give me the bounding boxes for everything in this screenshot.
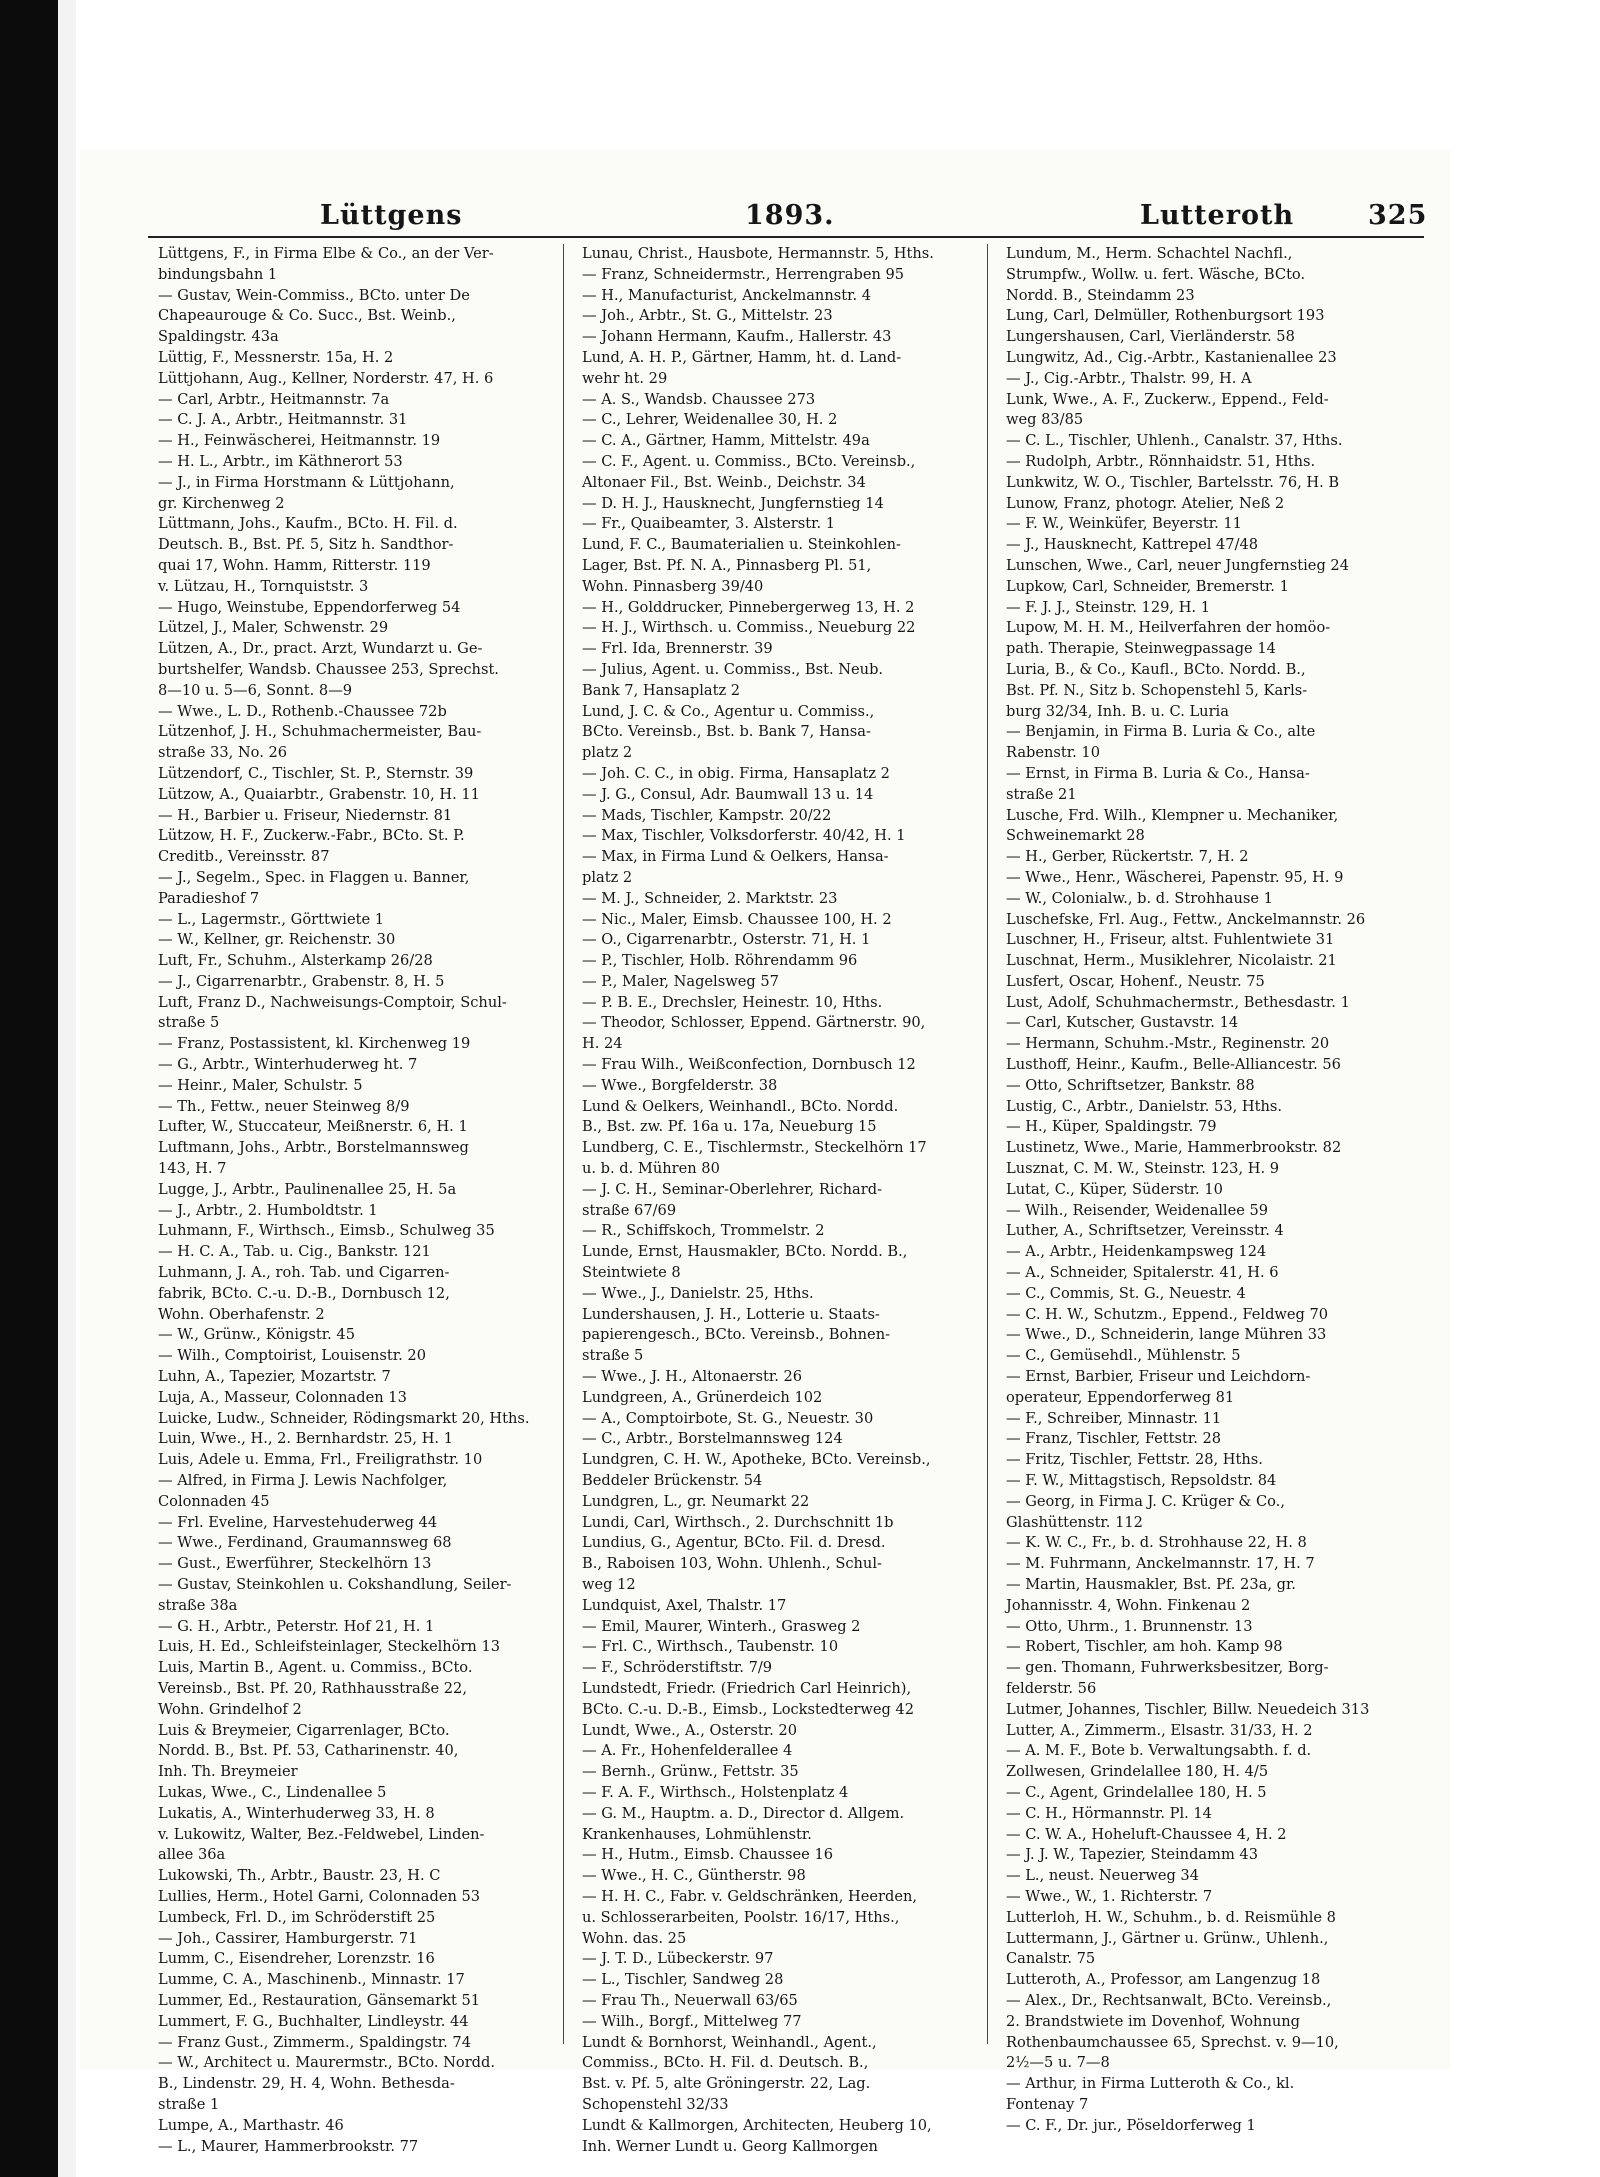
directory-page xyxy=(80,150,1450,2155)
directory-line: straße 1 xyxy=(158,2095,220,2113)
directory-line: — Theodor, Schlosser, Eppend. Gärtnerstr. 90, xyxy=(582,1014,926,1032)
directory-line: Lundt, Wwe., A., Osterstr. 20 xyxy=(582,1721,797,1739)
directory-line: — P., Tischler, Holb. Röhrendamm 96 xyxy=(582,952,858,970)
directory-line: Lumbeck, Frl. D., im Schröderstift 25 xyxy=(158,1908,436,1926)
directory-line: Lützow, A., Quaiarbtr., Grabenstr. 10, H. 11 xyxy=(158,785,480,803)
directory-line: Wohn. das. 25 xyxy=(582,1929,687,1947)
directory-line: — Fritz, Tischler, Fettstr. 28, Hths. xyxy=(1006,1451,1263,1469)
directory-line: Lugge, J., Arbtr., Paulinenallee 25, H. 5a xyxy=(158,1180,457,1198)
directory-column-2 xyxy=(572,244,974,2155)
directory-line: — A., Arbtr., Heidenkampsweg 124 xyxy=(1006,1243,1267,1261)
directory-line: B., Lindenstr. 29, H. 4, Wohn. Bethesda- xyxy=(158,2075,455,2093)
directory-line: — O., Cigarrenarbtr., Osterstr. 71, H. 1 xyxy=(582,931,871,949)
directory-line: — Hugo, Weinstube, Eppendorferweg 54 xyxy=(158,598,461,616)
directory-line: Lunde, Ernst, Hausmakler, BCto. Nordd. B., xyxy=(582,1243,908,1261)
directory-line: Lunschen, Wwe., Carl, neuer Jungfernstieg 24 xyxy=(1006,556,1349,574)
directory-line: — J., Hausknecht, Kattrepel 47/48 xyxy=(1006,536,1259,554)
directory-line: — Wwe., J. H., Altonaerstr. 26 xyxy=(582,1368,803,1386)
directory-line: — H., Manufacturist, Anckelmannstr. 4 xyxy=(582,286,872,304)
directory-line: — C. H., Hörmannstr. Pl. 14 xyxy=(1006,1804,1212,1822)
directory-line: Luschnat, Herm., Musiklehrer, Nicolaistr. 21 xyxy=(1006,952,1337,970)
directory-line: B., Raboisen 103, Wohn. Uhlenh., Schul- xyxy=(582,1555,882,1573)
directory-line: — H. C. A., Tab. u. Cig., Bankstr. 121 xyxy=(158,1243,431,1261)
directory-line: Bst. v. Pf. 5, alte Gröningerstr. 22, Lag. xyxy=(582,2075,871,2093)
directory-line: Schweinemarkt 28 xyxy=(1006,827,1145,845)
directory-line: Lund, J. C. & Co., Agentur u. Commiss., xyxy=(582,702,875,720)
directory-line: — Alex., Dr., Rechtsanwalt, BCto. Vereinsb., xyxy=(1006,1991,1332,2009)
directory-line: Paradieshof 7 xyxy=(158,889,260,907)
directory-line: v. Lützau, H., Tornquiststr. 3 xyxy=(158,577,369,595)
directory-line: Lullies, Herm., Hotel Garni, Colonnaden 53 xyxy=(158,1887,481,1905)
directory-line: 2. Brandstwiete im Dovenhof, Wohnung xyxy=(1006,2012,1300,2030)
directory-line: — C., Gemüsehdl., Mühlenstr. 5 xyxy=(1006,1347,1241,1365)
directory-line: — Ernst, in Firma B. Luria & Co., Hansa- xyxy=(1006,764,1310,782)
directory-line: u. b. d. Mühren 80 xyxy=(582,1160,720,1178)
directory-line: Chapeaurouge & Co. Succ., Bst. Weinb., xyxy=(158,307,456,325)
directory-line: Luria, B., & Co., Kaufl., BCto. Nordd. B., xyxy=(1006,660,1306,678)
directory-line: — Wwe., H. C., Güntherstr. 98 xyxy=(582,1867,806,1885)
directory-line: Lungwitz, Ad., Cig.-Arbtr., Kastanienallee 23 xyxy=(1006,348,1337,366)
directory-line: Lundberg, C. E., Tischlermstr., Steckelhörn 17 xyxy=(582,1139,927,1157)
directory-line: — J. G., Consul, Adr. Baumwall 13 u. 14 xyxy=(582,785,874,803)
directory-line: — Johann Hermann, Kaufm., Hallerstr. 43 xyxy=(582,328,892,346)
directory-line: Lutterloh, H. W., Schuhm., b. d. Reismühle 8 xyxy=(1006,1908,1336,1926)
directory-line: straße 38a xyxy=(158,1596,238,1614)
directory-line: burtshelfer, Wandsb. Chaussee 253, Sprechst. xyxy=(158,660,499,678)
directory-line: Inh. Th. Breymeier xyxy=(158,1763,298,1781)
directory-line: — Emil, Maurer, Winterh., Grasweg 2 xyxy=(582,1617,861,1635)
directory-line: — Bernh., Grünw., Fettstr. 35 xyxy=(582,1763,799,1781)
directory-line: — Julius, Agent. u. Commiss., Bst. Neub. xyxy=(582,660,884,678)
directory-line: Rabenstr. 10 xyxy=(1006,744,1100,762)
directory-line: — J., Cigarrenarbtr., Grabenstr. 8, H. 5 xyxy=(158,972,445,990)
directory-line: Lumm, C., Eisendreher, Lorenzstr. 16 xyxy=(158,1950,435,1968)
directory-line: — C. W. A., Hoheluft-Chaussee 4, H. 2 xyxy=(1006,1825,1287,1843)
directory-line: — G. M., Hauptm. a. D., Director d. Allgem. xyxy=(582,1804,905,1822)
directory-line: 143, H. 7 xyxy=(158,1160,227,1178)
directory-line: — Wwe., J., Danielstr. 25, Hths. xyxy=(582,1284,814,1302)
directory-line: — Frl. Eveline, Harvestehuderweg 44 xyxy=(158,1513,438,1531)
directory-line: straße 21 xyxy=(1006,785,1077,803)
running-head-year: 1893. xyxy=(745,200,835,231)
directory-line: — H. L., Arbtr., im Käthnerort 53 xyxy=(158,452,403,470)
directory-line: — Benjamin, in Firma B. Luria & Co., alte xyxy=(1006,723,1316,741)
directory-line: Lufter, W., Stuccateur, Meißnerstr. 6, H. 1 xyxy=(158,1118,468,1136)
directory-line: — W., Kellner, gr. Reichenstr. 30 xyxy=(158,931,396,949)
directory-line: — W., Grünw., Königstr. 45 xyxy=(158,1326,355,1344)
directory-line: — Wwe., L. D., Rothenb.-Chaussee 72b xyxy=(158,702,447,720)
running-head-left: Lüttgens xyxy=(320,200,463,231)
directory-line: Zollwesen, Grindelallee 180, H. 4/5 xyxy=(1006,1763,1269,1781)
directory-line: Lüttgens, F., in Firma Elbe & Co., an der Ver- xyxy=(158,245,494,262)
directory-line: — Carl, Arbtr., Heitmannstr. 7a xyxy=(158,390,390,408)
directory-line: — W., Colonialw., b. d. Strohhause 1 xyxy=(1006,889,1273,907)
directory-line: Steintwiete 8 xyxy=(582,1264,681,1282)
directory-line: — J. T. D., Lübeckerstr. 97 xyxy=(582,1950,774,1968)
directory-line: fabrik, BCto. C.-u. D.-B., Dornbusch 12, xyxy=(158,1284,450,1302)
directory-line: — D. H. J., Hausknecht, Jungfernstieg 14 xyxy=(582,494,884,512)
directory-line: Lummer, Ed., Restauration, Gänsemarkt 51 xyxy=(158,1991,481,2009)
directory-line: Lundius, G., Agentur, BCto. Fil. d. Dresd. xyxy=(582,1534,886,1552)
directory-line: Inh. Werner Lundt u. Georg Kallmorgen xyxy=(582,2137,878,2155)
directory-line: Glashüttenstr. 112 xyxy=(1006,1513,1143,1531)
running-head-right: Lutteroth xyxy=(1140,200,1295,231)
directory-line: Lung, Carl, Delmüller, Rothenburgsort 193 xyxy=(1006,307,1325,325)
directory-line: Bst. Pf. N., Sitz b. Schopenstehl 5, Karls- xyxy=(1006,681,1308,699)
directory-line: — C., Agent, Grindelallee 180, H. 5 xyxy=(1006,1783,1267,1801)
directory-line: Lunow, Franz, photogr. Atelier, Neß 2 xyxy=(1006,494,1285,512)
directory-line: Lummert, F. G., Buchhalter, Lindleystr. 44 xyxy=(158,2012,469,2030)
directory-line: Vereinsb., Bst. Pf. 20, Rathhausstraße 22, xyxy=(158,1679,467,1697)
directory-line: Lutmer, Johannes, Tischler, Billw. Neuedeich 313 xyxy=(1006,1700,1370,1718)
directory-line: Luja, A., Masseur, Colonnaden 13 xyxy=(158,1388,407,1406)
directory-line: B., Bst. zw. Pf. 16a u. 17a, Neueburg 15 xyxy=(582,1118,877,1136)
directory-line: — K. W. C., Fr., b. d. Strohhause 22, H. 8 xyxy=(1006,1534,1307,1552)
directory-line: Bank 7, Hansaplatz 2 xyxy=(582,681,741,699)
directory-line: BCto. C.-u. D.-B., Eimsb., Lockstedterweg 42 xyxy=(582,1700,915,1718)
directory-line: — L., Maurer, Hammerbrookstr. 77 xyxy=(158,2137,419,2155)
directory-line: — G., Arbtr., Winterhuderweg ht. 7 xyxy=(158,1056,418,1074)
directory-line: Rothenbaumchaussee 65, Sprechst. v. 9—10, xyxy=(1006,2033,1339,2051)
directory-line: — Wilh., Reisender, Weidenallee 59 xyxy=(1006,1201,1269,1219)
directory-line: Deutsch. B., Bst. Pf. 5, Sitz h. Sandthor- xyxy=(158,536,454,554)
directory-line: — Hermann, Schuhm.-Mstr., Reginenstr. 20 xyxy=(1006,1035,1330,1053)
directory-line: — Otto, Schriftsetzer, Bankstr. 88 xyxy=(1006,1076,1255,1094)
directory-line: — C. F., Agent. u. Commiss., BCto. Vereinsb., xyxy=(582,452,916,470)
directory-line: Lützen, A., Dr., pract. Arzt, Wundarzt u. Ge- xyxy=(158,640,483,658)
directory-line: Lunau, Christ., Hausbote, Hermannstr. 5, Hths. xyxy=(582,245,934,262)
directory-line: Lundum, M., Herm. Schachtel Nachfl., xyxy=(1006,245,1293,262)
directory-line: burg 32/34, Inh. B. u. C. Luria xyxy=(1006,702,1229,720)
directory-line: Lund, F. C., Baumaterialien u. Steinkohlen- xyxy=(582,536,901,554)
directory-line: — Max, Tischler, Volksdorferstr. 40/42, H. 1 xyxy=(582,827,906,845)
directory-line: Lunk, Wwe., A. F., Zuckerw., Eppend., Feld- xyxy=(1006,390,1329,408)
directory-line: — Heinr., Maler, Schulstr. 5 xyxy=(158,1076,363,1094)
directory-line: — J. C. H., Seminar-Oberlehrer, Richard- xyxy=(582,1180,883,1198)
directory-line: — L., Tischler, Sandweg 28 xyxy=(582,1971,784,1989)
directory-line: Strumpfw., Wollw. u. fert. Wäsche, BCto. xyxy=(1006,265,1306,283)
directory-line: — J., Cig.-Arbtr., Thalstr. 99, H. A xyxy=(1006,369,1252,387)
directory-line: Nordd. B., Steindamm 23 xyxy=(1006,286,1195,304)
directory-line: — A., Schneider, Spitalerstr. 41, H. 6 xyxy=(1006,1264,1279,1282)
directory-line: Luhmann, F., Wirthsch., Eimsb., Schulweg 35 xyxy=(158,1222,495,1240)
directory-line: Lundstedt, Friedr. (Friedrich Carl Heinrich), xyxy=(582,1679,912,1697)
binding-gutter xyxy=(58,0,76,2177)
directory-line: — H., Golddrucker, Pinnebergerweg 13, H. 2 xyxy=(582,598,915,616)
directory-line: — Wwe., W., 1. Richterstr. 7 xyxy=(1006,1887,1213,1905)
directory-line: Canalstr. 75 xyxy=(1006,1950,1096,1968)
directory-line: — Gustav, Wein-Commiss., BCto. unter De xyxy=(158,286,470,304)
directory-line: — F. W., Weinküfer, Beyerstr. 11 xyxy=(1006,515,1242,533)
directory-line: Luis & Breymeier, Cigarrenlager, BCto. xyxy=(158,1721,450,1739)
directory-line: — H., Hutm., Eimsb. Chaussee 16 xyxy=(582,1846,834,1864)
directory-line: Luschner, H., Friseur, altst. Fuhlentwiete 31 xyxy=(1006,931,1335,949)
directory-line: Lusfert, Oscar, Hohenf., Neustr. 75 xyxy=(1006,972,1265,990)
directory-line: Lukas, Wwe., C., Lindenallee 5 xyxy=(158,1783,387,1801)
directory-line: Lust, Adolf, Schuhmachermstr., Bethesdastr. 1 xyxy=(1006,993,1350,1011)
directory-line: straße 5 xyxy=(158,1014,220,1032)
directory-line: — C. L., Tischler, Uhlenh., Canalstr. 37, Hths. xyxy=(1006,432,1343,450)
directory-line: Lüttig, F., Messnerstr. 15a, H. 2 xyxy=(158,348,394,366)
directory-line: Luhn, A., Tapezier, Mozartstr. 7 xyxy=(158,1368,391,1386)
directory-line: — Alfred, in Firma J. Lewis Nachfolger, xyxy=(158,1472,448,1490)
directory-line: — P. B. E., Drechsler, Heinestr. 10, Hths. xyxy=(582,993,883,1011)
directory-line: — Wwe., Ferdinand, Graumannsweg 68 xyxy=(158,1534,452,1552)
directory-line: — P., Maler, Nagelsweg 57 xyxy=(582,972,779,990)
directory-line: — A. M. F., Bote b. Verwaltungsabth. f. d. xyxy=(1006,1742,1312,1760)
directory-line: — Frau Wilh., Weißconfection, Dornbusch 12 xyxy=(582,1056,916,1074)
directory-line: — Franz Gust., Zimmerm., Spaldingstr. 74 xyxy=(158,2033,471,2051)
directory-line: — Gust., Ewerführer, Steckelhörn 13 xyxy=(158,1555,432,1573)
directory-line: — F. A. F., Wirthsch., Holstenplatz 4 xyxy=(582,1783,849,1801)
directory-line: platz 2 xyxy=(582,744,633,762)
directory-line: Commiss., BCto. H. Fil. d. Deutsch. B., xyxy=(582,2054,869,2072)
directory-line: — A. Fr., Hohenfelderallee 4 xyxy=(582,1742,793,1760)
directory-line: Wohn. Grindelhof 2 xyxy=(158,1700,302,1718)
directory-line: operateur, Eppendorferweg 81 xyxy=(1006,1388,1235,1406)
directory-line: Lützenhof, J. H., Schuhmachermeister, Bau- xyxy=(158,723,482,741)
directory-line: Luicke, Ludw., Schneider, Rödingsmarkt 20, Hths. xyxy=(158,1409,530,1427)
directory-line: — L., Lagermstr., Görttwiete 1 xyxy=(158,910,385,928)
directory-line: Lundt & Bornhorst, Weinhandl., Agent., xyxy=(582,2033,877,2051)
directory-line: — Wwe., Borgfelderstr. 38 xyxy=(582,1076,778,1094)
directory-line: — Frl. C., Wirthsch., Taubenstr. 10 xyxy=(582,1638,839,1656)
directory-line: — C., Arbtr., Borstelmannsweg 124 xyxy=(582,1430,843,1448)
directory-line: Lager, Bst. Pf. N. A., Pinnasberg Pl. 51, xyxy=(582,556,872,574)
directory-line: straße 33, No. 26 xyxy=(158,744,288,762)
directory-line: Luin, Wwe., H., 2. Bernhardstr. 25, H. 1 xyxy=(158,1430,453,1448)
directory-line: Johannisstr. 4, Wohn. Finkenau 2 xyxy=(1006,1596,1251,1614)
directory-line: — Carl, Kutscher, Gustavstr. 14 xyxy=(1006,1014,1239,1032)
directory-line: Nordd. B., Bst. Pf. 53, Catharinenstr. 40, xyxy=(158,1742,459,1760)
directory-line: — Frau Th., Neuerwall 63/65 xyxy=(582,1991,798,2009)
directory-line: — Joh. C. C., in obig. Firma, Hansaplatz 2 xyxy=(582,764,890,782)
directory-line: — H. H. C., Fabr. v. Geldschränken, Heerden, xyxy=(582,1887,918,1905)
directory-line: straße 5 xyxy=(582,1347,644,1365)
directory-line: — J., Segelm., Spec. in Flaggen u. Banner, xyxy=(158,868,470,886)
directory-line: Colonnaden 45 xyxy=(158,1492,270,1510)
directory-line: — H., Gerber, Rückertstr. 7, H. 2 xyxy=(1006,848,1249,866)
directory-line: — Franz, Schneidermstr., Herrengraben 95 xyxy=(582,265,905,283)
directory-line: papierengesch., BCto. Vereinsb., Bohnen- xyxy=(582,1326,891,1344)
directory-line: weg 83/85 xyxy=(1006,411,1084,429)
directory-line: Creditb., Vereinsstr. 87 xyxy=(158,848,330,866)
directory-line: Luftmann, Johs., Arbtr., Borstelmannsweg xyxy=(158,1139,469,1157)
directory-line: Altonaer Fil., Bst. Weinb., Deichstr. 34 xyxy=(582,473,866,491)
directory-line: 2½—5 u. 7—8 xyxy=(1006,2054,1110,2072)
directory-line: quai 17, Wohn. Hamm, Ritterstr. 119 xyxy=(158,556,431,574)
directory-line: Lustinetz, Wwe., Marie, Hammerbrookstr. 82 xyxy=(1006,1139,1342,1157)
directory-line: — W., Architect u. Maurermstr., BCto. Nordd. xyxy=(158,2054,496,2072)
directory-line: path. Therapie, Steinwegpassage 14 xyxy=(1006,640,1276,658)
directory-line: platz 2 xyxy=(582,868,633,886)
directory-line: Spaldingstr. 43a xyxy=(158,328,279,346)
directory-line: — J., in Firma Horstmann & Lüttjohann, xyxy=(158,473,455,491)
directory-line: — C. H. W., Schutzm., Eppend., Feldweg 70 xyxy=(1006,1305,1329,1323)
directory-line: — F., Schröderstiftstr. 7/9 xyxy=(582,1659,773,1677)
directory-line: — F. J. J., Steinstr. 129, H. 1 xyxy=(1006,598,1210,616)
directory-line: — Frl. Ida, Brennerstr. 39 xyxy=(582,640,773,658)
directory-line: — L., neust. Neuerweg 34 xyxy=(1006,1867,1200,1885)
directory-line: Luttermann, J., Gärtner u. Grünw., Uhlenh., xyxy=(1006,1929,1329,1947)
header-rule xyxy=(148,236,1424,238)
directory-line: Lustig, C., Arbtr., Danielstr. 53, Hths. xyxy=(1006,1097,1283,1115)
page-number: 325 xyxy=(1368,200,1428,231)
directory-line: — J. J. W., Tapezier, Steindamm 43 xyxy=(1006,1846,1259,1864)
directory-line: — H., Feinwäscherei, Heitmannstr. 19 xyxy=(158,432,441,450)
directory-line: — H. J., Wirthsch. u. Commiss., Neueburg 22 xyxy=(582,619,916,637)
directory-line: Lukatis, A., Winterhuderweg 33, H. 8 xyxy=(158,1804,435,1822)
directory-line: bindungsbahn 1 xyxy=(158,265,278,283)
directory-line: — Wilh., Borgf., Mittelweg 77 xyxy=(582,2012,802,2030)
directory-line: — Rudolph, Arbtr., Rönnhaidstr. 51, Hths. xyxy=(1006,452,1316,470)
directory-line: — M. Fuhrmann, Anckelmannstr. 17, H. 7 xyxy=(1006,1555,1315,1573)
directory-line: — R., Schiffskoch, Trommelstr. 2 xyxy=(582,1222,825,1240)
column-divider xyxy=(987,244,988,2044)
directory-line: Lund & Oelkers, Weinhandl., BCto. Nordd. xyxy=(582,1097,899,1115)
directory-line: Lusche, Frd. Wilh., Klempner u. Mechaniker, xyxy=(1006,806,1339,824)
directory-line: Lutat, C., Küper, Süderstr. 10 xyxy=(1006,1180,1223,1198)
directory-line: — C., Lehrer, Weidenallee 30, H. 2 xyxy=(582,411,838,429)
directory-line: Lupow, M. H. M., Heilverfahren der homöo- xyxy=(1006,619,1331,637)
column-divider xyxy=(563,244,564,2044)
directory-line: — Wilh., Comptoirist, Louisenstr. 20 xyxy=(158,1347,426,1365)
directory-line: — Robert, Tischler, am hoh. Kamp 98 xyxy=(1006,1638,1283,1656)
directory-column-3 xyxy=(996,244,1398,2134)
directory-line: Luis, H. Ed., Schleifsteinlager, Steckelhörn 13 xyxy=(158,1638,501,1656)
directory-line: BCto. Vereinsb., Bst. b. Bank 7, Hansa- xyxy=(582,723,871,741)
directory-line: Lund, A. H. P., Gärtner, Hamm, ht. d. Land- xyxy=(582,348,902,366)
directory-line: Lupkow, Carl, Schneider, Bremerstr. 1 xyxy=(1006,577,1289,595)
directory-line: — Th., Fettw., neuer Steinweg 8/9 xyxy=(158,1097,410,1115)
directory-line: — Franz, Postassistent, kl. Kirchenweg 19 xyxy=(158,1035,471,1053)
book-binding-shadow xyxy=(0,0,58,2177)
directory-line: — Otto, Uhrm., 1. Brunnenstr. 13 xyxy=(1006,1617,1253,1635)
directory-line: — Franz, Tischler, Fettstr. 28 xyxy=(1006,1430,1222,1448)
directory-line: — C. J. A., Arbtr., Heitmannstr. 31 xyxy=(158,411,408,429)
directory-line: — G. H., Arbtr., Peterstr. Hof 21, H. 1 xyxy=(158,1617,435,1635)
directory-line: — Georg, in Firma J. C. Krüger & Co., xyxy=(1006,1492,1285,1510)
directory-line: — C. A., Gärtner, Hamm, Mittelstr. 49a xyxy=(582,432,870,450)
directory-line: u. Schlosserarbeiten, Poolstr. 16/17, Hths., xyxy=(582,1908,900,1926)
directory-line: — Ernst, Barbier, Friseur und Leichdorn- xyxy=(1006,1368,1311,1386)
directory-line: Lunkwitz, W. O., Tischler, Bartelsstr. 76, H. B xyxy=(1006,473,1340,491)
directory-line: — Joh., Arbtr., St. G., Mittelstr. 23 xyxy=(582,307,833,325)
directory-line: gr. Kirchenweg 2 xyxy=(158,494,285,512)
directory-line: Fontenay 7 xyxy=(1006,2095,1089,2113)
directory-line: H. 24 xyxy=(582,1035,623,1053)
directory-line: 8—10 u. 5—6, Sonnt. 8—9 xyxy=(158,681,353,699)
directory-line: Lützow, H. F., Zuckerw.-Fabr., BCto. St. P. xyxy=(158,827,465,845)
directory-line: — A. S., Wandsb. Chaussee 273 xyxy=(582,390,816,408)
directory-line: Lundquist, Axel, Thalstr. 17 xyxy=(582,1596,787,1614)
directory-line: — Martin, Hausmakler, Bst. Pf. 23a, gr. xyxy=(1006,1576,1296,1593)
directory-line: — A., Comptoirbote, St. G., Neuestr. 30 xyxy=(582,1409,874,1427)
directory-column-1 xyxy=(148,244,550,2155)
directory-line: allee 36a xyxy=(158,1846,226,1864)
directory-line: Lusthoff, Heinr., Kaufm., Belle-Alliancestr. 56 xyxy=(1006,1056,1341,1074)
directory-line: — Joh., Cassirer, Hamburgerstr. 71 xyxy=(158,1929,418,1947)
directory-line: — Fr., Quaibeamter, 3. Alsterstr. 1 xyxy=(582,515,836,533)
directory-line: Luschefske, Frl. Aug., Fettw., Anckelmannstr. 26 xyxy=(1006,910,1366,928)
directory-line: Lundershausen, J. H., Lotterie u. Staats- xyxy=(582,1305,880,1323)
directory-line: Lusznat, C. M. W., Steinstr. 123, H. 9 xyxy=(1006,1160,1280,1178)
directory-line: Wohn. Oberhafenstr. 2 xyxy=(158,1305,325,1323)
directory-line: Lungershausen, Carl, Vierländerstr. 58 xyxy=(1006,328,1295,346)
directory-line: Luis, Martin B., Agent. u. Commiss., BCto. xyxy=(158,1659,473,1677)
directory-line: — Arthur, in Firma Lutteroth & Co., kl. xyxy=(1006,2075,1295,2093)
directory-line: Luis, Adele u. Emma, Frl., Freiligrathstr. 10 xyxy=(158,1451,483,1469)
directory-line: Schopenstehl 32/33 xyxy=(582,2095,729,2113)
directory-line: straße 67/69 xyxy=(582,1201,677,1219)
directory-line: Lundgren, L., gr. Neumarkt 22 xyxy=(582,1492,810,1510)
directory-line: Lüttjohann, Aug., Kellner, Norderstr. 47, H. 6 xyxy=(158,369,494,387)
directory-line: — J., Arbtr., 2. Humboldtstr. 1 xyxy=(158,1201,378,1219)
directory-line: Lukowski, Th., Arbtr., Baustr. 23, H. C xyxy=(158,1867,441,1885)
directory-line: Luther, A., Schriftsetzer, Vereinsstr. 4 xyxy=(1006,1222,1284,1240)
directory-line: — M. J., Schneider, 2. Marktstr. 23 xyxy=(582,889,838,907)
directory-line: Lutteroth, A., Professor, am Langenzug 18 xyxy=(1006,1971,1321,1989)
directory-line: felderstr. 56 xyxy=(1006,1679,1097,1697)
directory-line: — Mads, Tischler, Kampstr. 20/22 xyxy=(582,806,832,824)
directory-line: Lundgreen, A., Grünerdeich 102 xyxy=(582,1388,823,1406)
directory-line: — Wwe., D., Schneiderin, lange Mühren 33 xyxy=(1006,1326,1327,1344)
directory-line: Luft, Franz D., Nachweisungs-Comptoir, Schul- xyxy=(158,993,507,1011)
directory-line: Lundgren, C. H. W., Apotheke, BCto. Vereinsb., xyxy=(582,1451,931,1469)
directory-line: Lundt & Kallmorgen, Architecten, Heuberg 10, xyxy=(582,2116,932,2134)
directory-line: — Wwe., Henr., Wäscherei, Papenstr. 95, H. 9 xyxy=(1006,868,1344,886)
directory-line: Luft, Fr., Schuhm., Alsterkamp 26/28 xyxy=(158,952,433,970)
directory-line: — F. W., Mittagstisch, Repsoldstr. 84 xyxy=(1006,1472,1277,1490)
directory-line: weg 12 xyxy=(582,1576,636,1593)
directory-line: Lützel, J., Maler, Schwenstr. 29 xyxy=(158,619,389,637)
directory-line: Lutter, A., Zimmerm., Elsastr. 31/33, H. 2 xyxy=(1006,1721,1313,1739)
directory-line: — Nic., Maler, Eimsb. Chaussee 100, H. 2 xyxy=(582,910,892,928)
directory-line: wehr ht. 29 xyxy=(582,369,668,387)
directory-line: Lumme, C. A., Maschinenb., Minnastr. 17 xyxy=(158,1971,465,1989)
directory-line: — Gustav, Steinkohlen u. Cokshandlung, Seiler- xyxy=(158,1576,512,1593)
directory-line: Krankenhauses, Lohmühlenstr. xyxy=(582,1825,812,1843)
directory-line: Lüttmann, Johs., Kaufm., BCto. H. Fil. d. xyxy=(158,515,458,533)
directory-line: Beddeler Brückenstr. 54 xyxy=(582,1472,763,1490)
directory-line: — Max, in Firma Lund & Oelkers, Hansa- xyxy=(582,848,889,866)
directory-line: v. Lukowitz, Walter, Bez.-Feldwebel, Linden- xyxy=(158,1825,485,1843)
directory-line: Lundi, Carl, Wirthsch., 2. Durchschnitt 1b xyxy=(582,1513,894,1531)
directory-line: Wohn. Pinnasberg 39/40 xyxy=(582,577,764,595)
directory-line: — H., Küper, Spaldingstr. 79 xyxy=(1006,1118,1217,1136)
directory-line: — gen. Thomann, Fuhrwerksbesitzer, Borg- xyxy=(1006,1659,1329,1677)
directory-line: — C., Commis, St. G., Neuestr. 4 xyxy=(1006,1284,1246,1302)
directory-line: Lützendorf, C., Tischler, St. P., Sternstr. 39 xyxy=(158,764,474,782)
directory-line: Luhmann, J. A., roh. Tab. und Cigarren- xyxy=(158,1264,450,1282)
directory-line: — H., Barbier u. Friseur, Niedernstr. 81 xyxy=(158,806,453,824)
directory-line: — F., Schreiber, Minnastr. 11 xyxy=(1006,1409,1222,1427)
directory-line: — C. F., Dr. jur., Pöseldorferweg 1 xyxy=(1006,2116,1256,2134)
directory-line: Lumpe, A., Marthastr. 46 xyxy=(158,2116,344,2134)
